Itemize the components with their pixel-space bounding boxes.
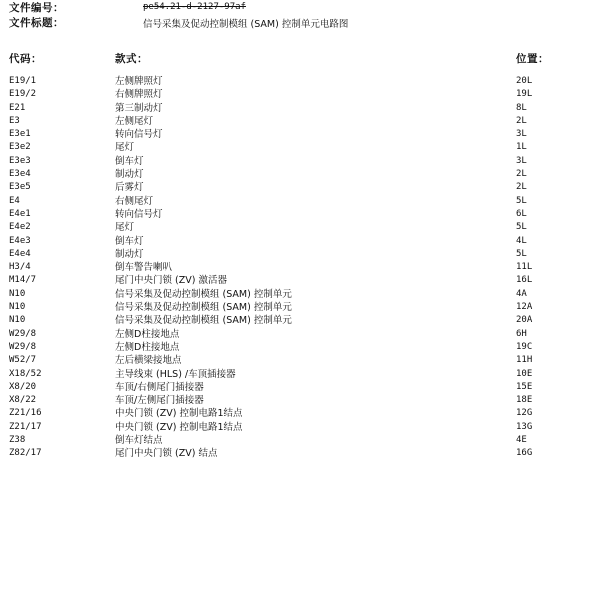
component-position: 12G [516,408,533,419]
component-position: 10E [516,368,533,379]
component-code: W52/7 [9,355,37,366]
list-item [0,102,600,115]
component-description: 制动灯 [115,248,144,260]
component-description: 倒车警告喇叭 [115,262,173,274]
component-code: E3e5 [9,182,31,193]
component-description: 尾灯 [115,142,135,154]
list-item [0,208,600,221]
component-position: 2L [516,115,527,126]
code-column-header: 代码： [9,53,42,65]
component-description: 右侧尾灯 [115,195,154,207]
component-code: E4e2 [9,222,31,233]
component-position: 5L [516,195,527,206]
file-title-value: 信号采集及促动控制模组 (SAM) 控制单元电路图 [143,19,349,30]
list-item [0,75,600,88]
component-position: 12A [516,302,533,313]
list-item [0,248,600,261]
component-code: E3e1 [9,129,31,140]
component-description: 尾门中央门锁 (ZV) 结点 [115,448,218,460]
list-item [0,235,600,248]
component-code: Z21/16 [9,408,42,419]
component-code: N10 [9,315,26,326]
position-column-header: 位置： [516,53,549,65]
component-code: Z82/17 [9,448,42,459]
component-description: 左侧D柱接地点 [115,328,180,340]
component-code: W29/8 [9,328,37,339]
description-column-header: 款式： [115,53,148,65]
list-item [0,328,600,341]
component-position: 3L [516,155,527,166]
component-position: 4E [516,435,527,446]
component-code: E4 [9,195,20,206]
component-description: 主导线束 (HLS) /车顶插接器 [115,368,236,380]
component-position: 18E [516,395,533,406]
list-item [0,354,600,367]
component-description: 车顶/左侧尾门插接器 [115,395,204,407]
file-number-label: 文件编号： [9,2,64,14]
component-description: 右侧牌照灯 [115,89,163,101]
component-description: 倒车灯 [115,235,144,247]
component-code: E19/2 [9,89,37,100]
component-position: 5L [516,248,527,259]
list-item [0,407,600,420]
component-position: 19L [516,89,533,100]
component-position: 6H [516,328,527,339]
component-code: E4e1 [9,208,31,219]
component-code: E19/1 [9,76,37,86]
component-code: Z38 [9,435,26,446]
component-position: 11L [516,262,533,273]
list-item [0,141,600,154]
list-item [0,128,600,141]
list-item [0,88,600,101]
component-code: X8/22 [9,395,37,406]
component-position: 19C [516,341,533,352]
component-description: 左侧尾灯 [115,115,154,127]
component-position: 20L [516,76,533,86]
component-position: 16G [516,448,533,459]
component-description: 信号采集及促动控制模组 (SAM) 控制单元 [115,302,292,314]
component-position: 13G [516,421,533,432]
file-number-value: pe54.21-d-2127-97af [143,2,246,12]
component-position: 1L [516,142,527,153]
component-position: 6L [516,208,527,219]
list-item [0,381,600,394]
component-position: 20A [516,315,533,326]
list-item [0,394,600,407]
component-code: N10 [9,288,26,299]
component-list [0,75,600,461]
component-description: 转向信号灯 [115,208,163,220]
component-description: 后雾灯 [115,182,144,194]
list-item [0,221,600,234]
component-code: X8/20 [9,381,37,392]
component-position: 11H [516,355,533,366]
list-item [0,181,600,194]
component-code: E3 [9,115,20,126]
component-description: 倒车灯结点 [115,435,163,447]
component-description: 左侧D柱接地点 [115,341,180,353]
component-code: M14/7 [9,275,37,286]
list-item [0,195,600,208]
component-code: N10 [9,302,26,313]
component-position: 8L [516,102,527,113]
component-position: 2L [516,169,527,180]
component-description: 尾灯 [115,222,135,234]
list-item [0,341,600,354]
component-description: 信号采集及促动控制模组 (SAM) 控制单元 [115,288,292,300]
component-position: 15E [516,381,533,392]
component-description: 转向信号灯 [115,129,163,141]
component-code: H3/4 [9,262,31,273]
component-description: 尾门中央门锁 (ZV) 激活器 [115,275,227,287]
list-item [0,274,600,287]
list-item [0,314,600,327]
list-item [0,447,600,460]
component-code: E3e4 [9,169,31,180]
component-code: E21 [9,102,26,113]
component-code: E4e3 [9,235,31,246]
list-item [0,288,600,301]
component-code: Z21/17 [9,421,42,432]
component-description: 车顶/右侧尾门插接器 [115,381,204,393]
component-position: 4A [516,288,527,299]
component-description: 信号采集及促动控制模组 (SAM) 控制单元 [115,315,292,327]
component-description: 中央门锁 (ZV) 控制电路1结点 [115,408,243,420]
list-item [0,115,600,128]
list-item [0,168,600,181]
component-description: 制动灯 [115,169,144,181]
list-item [0,434,600,447]
component-position: 3L [516,129,527,140]
list-item [0,301,600,314]
component-description: 中央门锁 (ZV) 控制电路1结点 [115,421,243,433]
component-description: 左后横梁接地点 [115,355,182,367]
component-position: 16L [516,275,533,286]
list-item [0,368,600,381]
component-description: 倒车灯 [115,155,144,167]
component-position: 4L [516,235,527,246]
component-code: W29/8 [9,341,37,352]
list-item [0,261,600,274]
list-item [0,155,600,168]
file-title-label: 文件标题： [9,17,64,29]
component-description: 左侧牌照灯 [115,76,163,87]
component-code: X18/52 [9,368,42,379]
component-position: 5L [516,222,527,233]
component-description: 第三制动灯 [115,102,163,114]
list-item [0,421,600,434]
component-code: E4e4 [9,248,31,259]
component-code: E3e2 [9,142,31,153]
component-code: E3e3 [9,155,31,166]
component-position: 2L [516,182,527,193]
